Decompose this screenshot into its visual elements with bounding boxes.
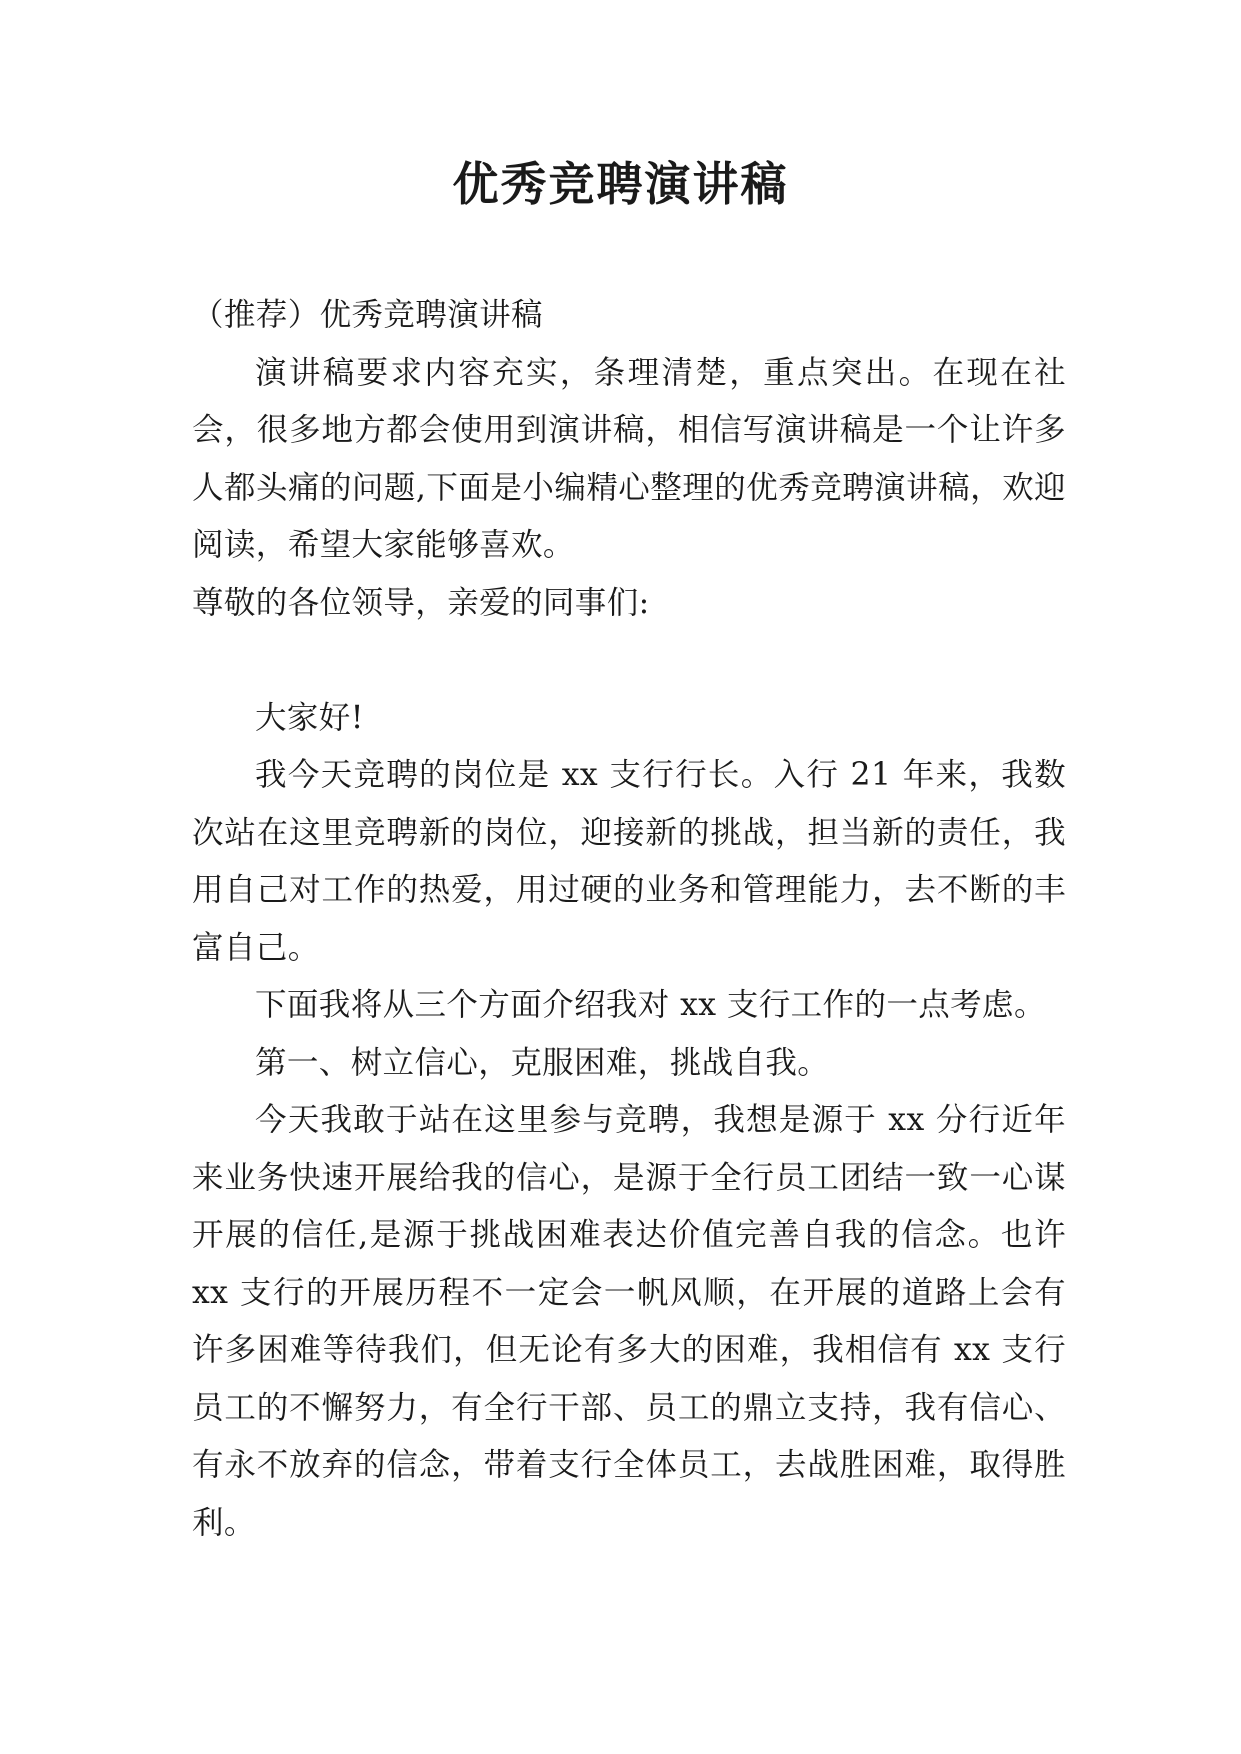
paragraph: 演讲稿要求内容充实，条理清楚，重点突出。在现在社会，很多地方都会使用到演讲稿，相信写演讲稿是一个让许多人都头痛的问题,下面是小编精心整理的优秀竞聘演讲稿，欢迎阅读，希望大家能够喜欢。 (192, 354, 1066, 563)
paragraph: 第一、树立信心，克服困难，挑战自我。 (255, 1044, 830, 1081)
paragraph: 今天我敢于站在这里参与竞聘，我想是源于 xx 分行近年来业务快速开展给我的信心，是源于全行员工团结一致一心谋开展的信任,是源于挑战困难表达价值完善自我的信念。也许 xx 支行的开展历程不一定会一帆风顺，在开展的道路上会有许多困难等待我们，但无论有多大的困难，我相信有 xx 支行员工的不懈努力，有全行干部、员工的鼎立支持，我有信心、有永不放弃的信念，带着支行全体员工，去战胜困难，取得胜利。 (192, 1102, 1066, 1541)
document-body (192, 287, 1066, 1552)
paragraph: 大家好! (255, 699, 364, 736)
paragraph: 尊敬的各位领导，亲爱的同事们: (192, 584, 650, 621)
paragraph: （推荐）优秀竞聘演讲稿 (192, 297, 543, 333)
document-title: 优秀竞聘演讲稿 (452, 157, 789, 211)
paragraph: 我今天竞聘的岗位是 xx 支行行长。入行 21 年来，我数次站在这里竞聘新的岗位，迎接新的挑战，担当新的责任，我用自己对工作的热爱，用过硬的业务和管理能力，去不断的丰富自己。 (192, 757, 1066, 966)
paragraph: 下面我将从三个方面介绍我对 xx 支行工作的一点考虑。 (255, 987, 1046, 1023)
blank-line (192, 632, 1066, 690)
